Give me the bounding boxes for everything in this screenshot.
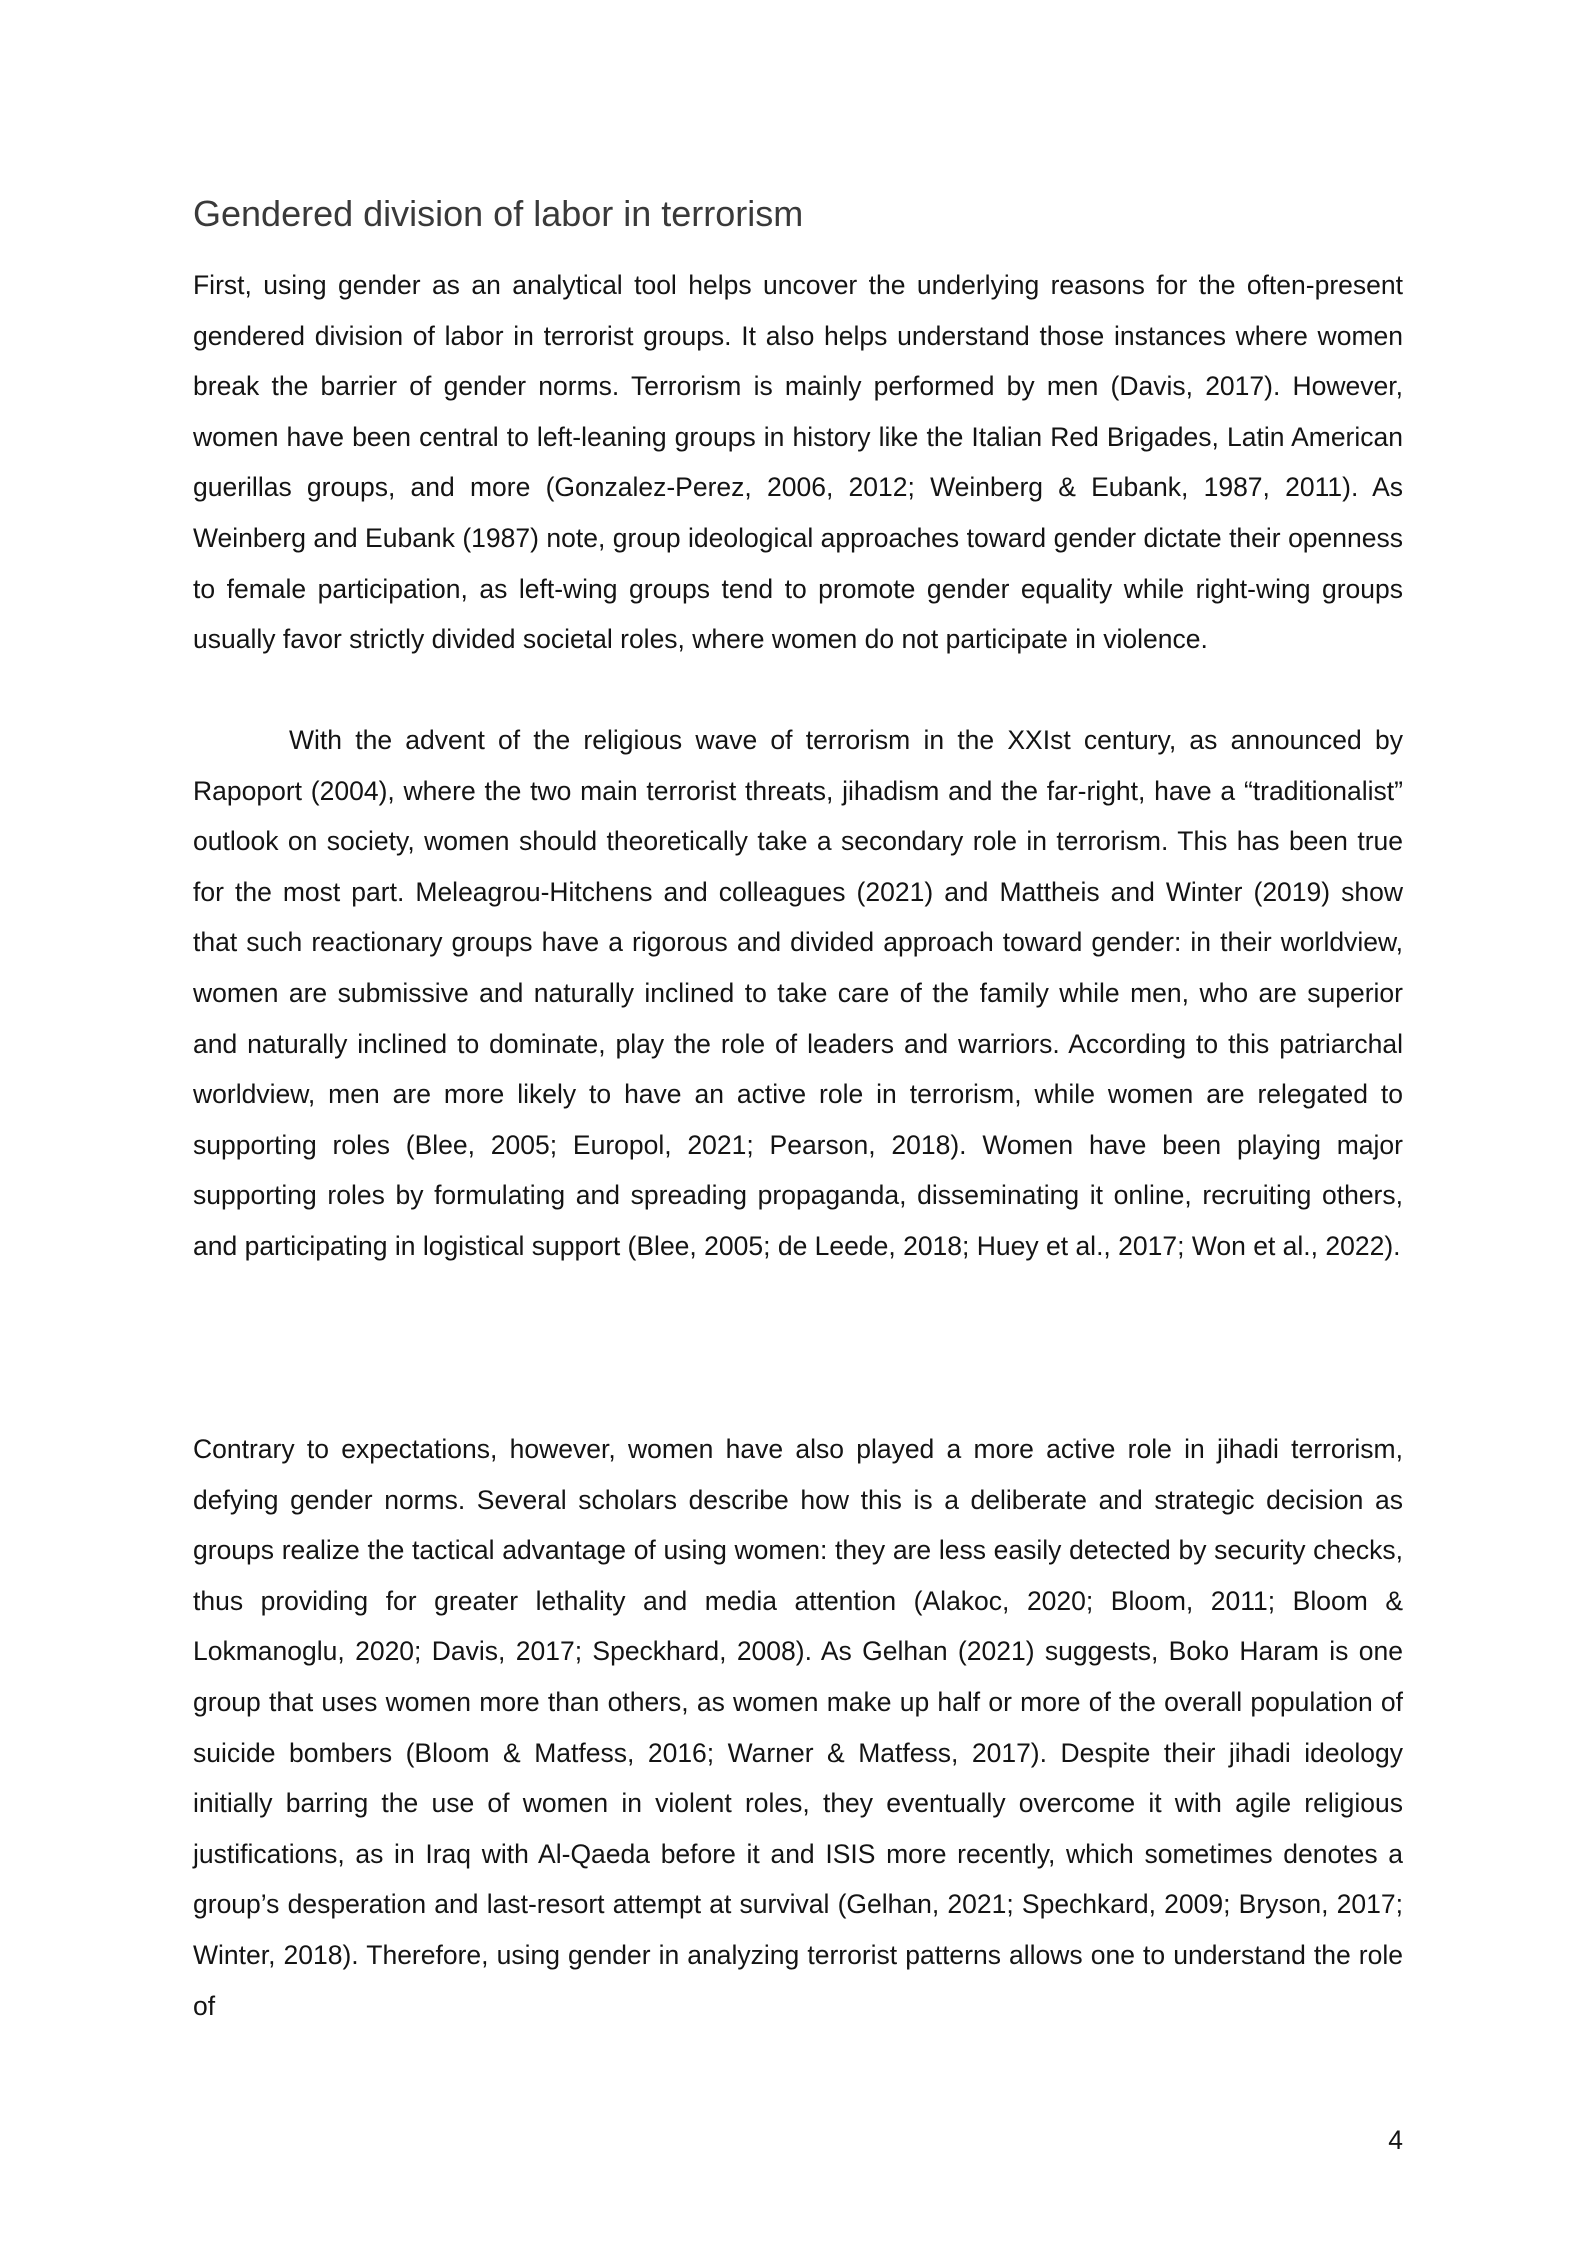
- section-heading: Gendered division of labor in terrorism: [193, 193, 804, 234]
- body-paragraph: First, using gender as an analytical tool helps uncover the underlying reasons for the often-present gendered division of labor in terrorist groups. It also helps understand those instances where women break the barrier of gender norms. Terrorism is mainly performed by men (Davis, 2017). However, women have been central to left-leaning groups in history like the Italian Red Brigades, Latin American guerillas groups, and more (Gonzalez-Perez, 2006, 2012; Weinberg & Eubank, 1987, 2011). As Weinberg and Eubank (1987) note, group ideological approaches toward gender dictate their openness to female participation, as left-wing groups tend to promote gender equality while right-wing groups usually favor strictly divided societal roles, where women do not participate in violence.: [193, 270, 1403, 655]
- body-paragraph: With the advent of the religious wave of terrorism in the XXIst century, as announced by Rapoport (2004), where the two main terrorist threats, jihadism and the far-right, have a “traditionalist” outlook on society, women should theoretically take a secondary role in terrorism. This has been true for the most part. Meleagrou-Hitchens and colleagues (2021) and Mattheis and Winter (2019) show that such reactionary groups have a rigorous and divided approach toward gender: in their worldview, women are submissive and naturally inclined to take care of the family while men, who are superior and naturally inclined to dominate, play the role of leaders and warriors. According to this patriarchal worldview, men are more likely to have an active role in terrorism, while women are relegated to supporting roles (Blee, 2005; Europol, 2021; Pearson, 2018). Women have been playing major supporting roles by formulating and spreading propaganda, disseminating it online, recruiting others, and participating in logistical support (Blee, 2005; de Leede, 2018; Huey et al., 2017; Won et al., 2022).: [193, 725, 1403, 1261]
- body-paragraph: Contrary to expectations, however, women have also played a more active role in jihadi terrorism, defying gender norms. Several scholars describe how this is a deliberate and strategic decision as groups realize the tactical advantage of using women: they are less easily detected by security checks, thus providing for greater lethality and media attention (Alakoc, 2020; Bloom, 2011; Bloom & Lokmanoglu, 2020; Davis, 2017; Speckhard, 2008). As Gelhan (2021) suggests, Boko Haram is one group that uses women more than others, as women make up half or more of the overall population of suicide bombers (Bloom & Matfess, 2016; Warner & Matfess, 2017). Despite their jihadi ideology initially barring the use of women in violent roles, they eventually overcome it with agile religious justifications, as in Iraq with Al-Qaeda before it and ISIS more recently, which sometimes denotes a group’s desperation and last-resort attempt at survival (Gelhan, 2021; Spechkard, 2009; Bryson, 2017; Winter, 2018). Therefore, using gender in analyzing terrorist patterns allows one to understand the role of: [193, 1434, 1403, 2021]
- page-number: 4: [1388, 2125, 1403, 2155]
